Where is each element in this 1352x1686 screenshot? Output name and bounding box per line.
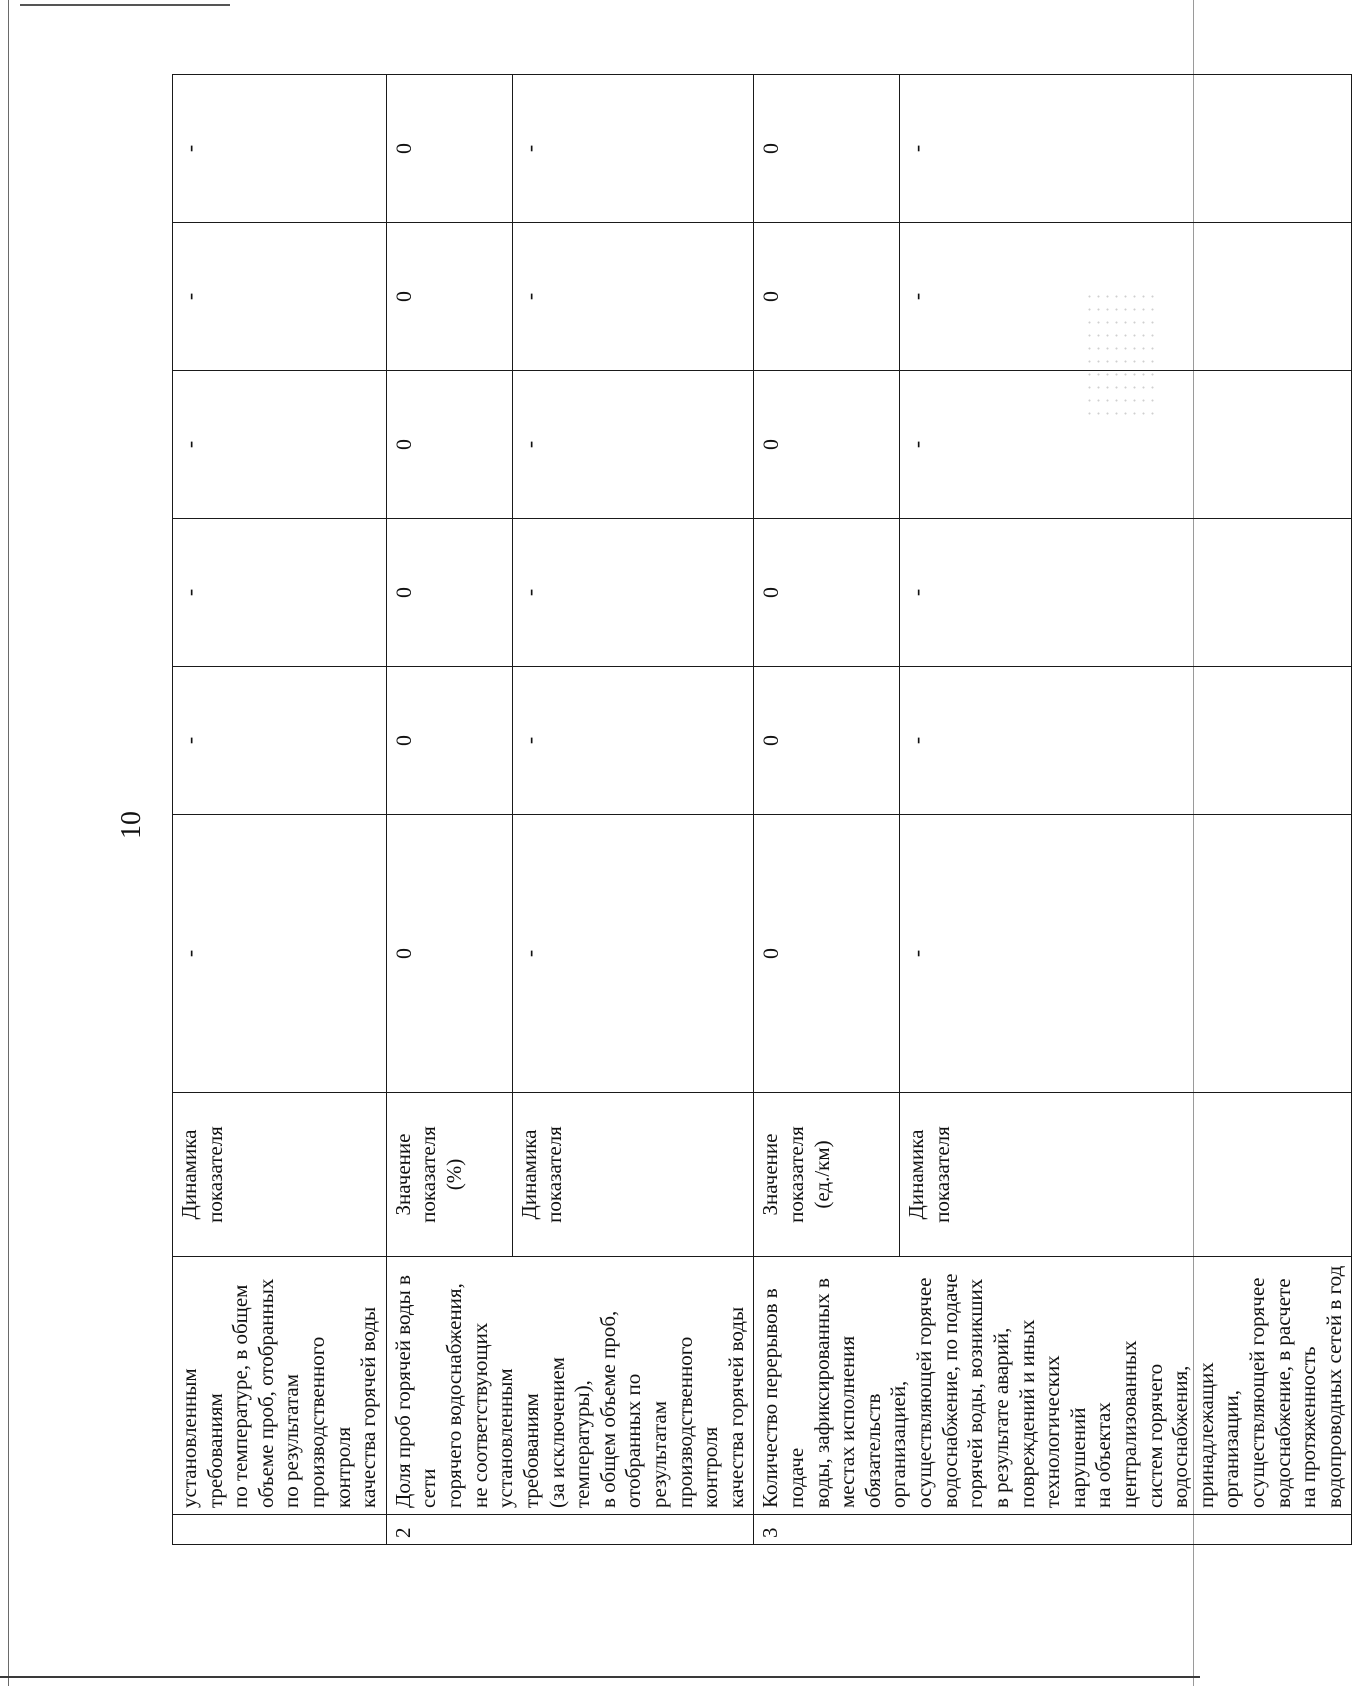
- value-cell: -: [512, 519, 754, 667]
- value-cell: -: [173, 667, 387, 815]
- row-number: 2: [386, 1515, 754, 1545]
- indicator-description: Доля проб горячей воды в сети горячего водоснабжения, не соответствующих установленным требованиям (за исключением температуры), в общем объеме проб, отобранных по результатам производственного контроля качества горячей воды: [386, 1257, 754, 1515]
- value-cell: 0: [386, 519, 512, 667]
- value-cell: -: [900, 815, 1352, 1093]
- indicator-label: Значение показателя (ед./км): [754, 1093, 900, 1257]
- indicator-label: Динамика показателя: [173, 1093, 387, 1257]
- value-cell: 0: [754, 667, 900, 815]
- row-number: 3: [754, 1515, 1352, 1545]
- scan-edge-bottom: [0, 1676, 1200, 1678]
- value-cell: 0: [386, 815, 512, 1093]
- value-cell: -: [173, 223, 387, 371]
- value-cell: 0: [754, 815, 900, 1093]
- value-cell: -: [173, 815, 387, 1093]
- value-cell: -: [900, 519, 1352, 667]
- value-cell: -: [173, 75, 387, 223]
- scan-edge-left: [8, 0, 9, 1686]
- value-cell: -: [512, 815, 754, 1093]
- value-cell: 0: [386, 371, 512, 519]
- value-cell: -: [512, 371, 754, 519]
- indicator-label: Динамика показателя: [900, 1093, 1352, 1257]
- value-cell: -: [512, 667, 754, 815]
- value-cell: 0: [754, 519, 900, 667]
- indicator-label: Динамика показателя: [512, 1093, 754, 1257]
- scan-edge-top: [20, 4, 230, 6]
- value-cell: 0: [754, 223, 900, 371]
- value-cell: 0: [754, 371, 900, 519]
- value-cell: -: [512, 223, 754, 371]
- indicator-label: Значение показателя (%): [386, 1093, 512, 1257]
- table-row: [386, 75, 512, 1545]
- page-number: 10: [116, 811, 147, 839]
- indicator-description: установленным требованиям по температуре, в общем объеме проб, отобранных по результатам производственного контроля качества горячей воды: [173, 1257, 387, 1515]
- indicators-table: [172, 74, 1352, 1545]
- value-cell: 0: [386, 223, 512, 371]
- indicator-description: Количество перерывов в подаче воды, зафиксированных в местах исполнения обязательств организацией, осуществляющей горячее водоснабжение, по подаче горячей воды, возникших в результате аварий, повреждений и иных технологических нарушений на объектах централизованных систем горячего водоснабжения, принадлежащих организации, осуществляющей горячее водоснабжение, в расчете на протяженность водопроводных сетей в год: [754, 1257, 1352, 1515]
- row-number: [173, 1515, 387, 1545]
- table-row: [754, 75, 900, 1545]
- value-cell: -: [900, 371, 1352, 519]
- value-cell: -: [900, 75, 1352, 223]
- value-cell: 0: [754, 75, 900, 223]
- table-row: [173, 75, 387, 1545]
- value-cell: -: [900, 667, 1352, 815]
- value-cell: 0: [386, 667, 512, 815]
- value-cell: -: [173, 371, 387, 519]
- value-cell: -: [512, 75, 754, 223]
- value-cell: -: [900, 223, 1352, 371]
- value-cell: 0: [386, 75, 512, 223]
- rotated-table-container: [172, 75, 1346, 1545]
- value-cell: -: [173, 519, 387, 667]
